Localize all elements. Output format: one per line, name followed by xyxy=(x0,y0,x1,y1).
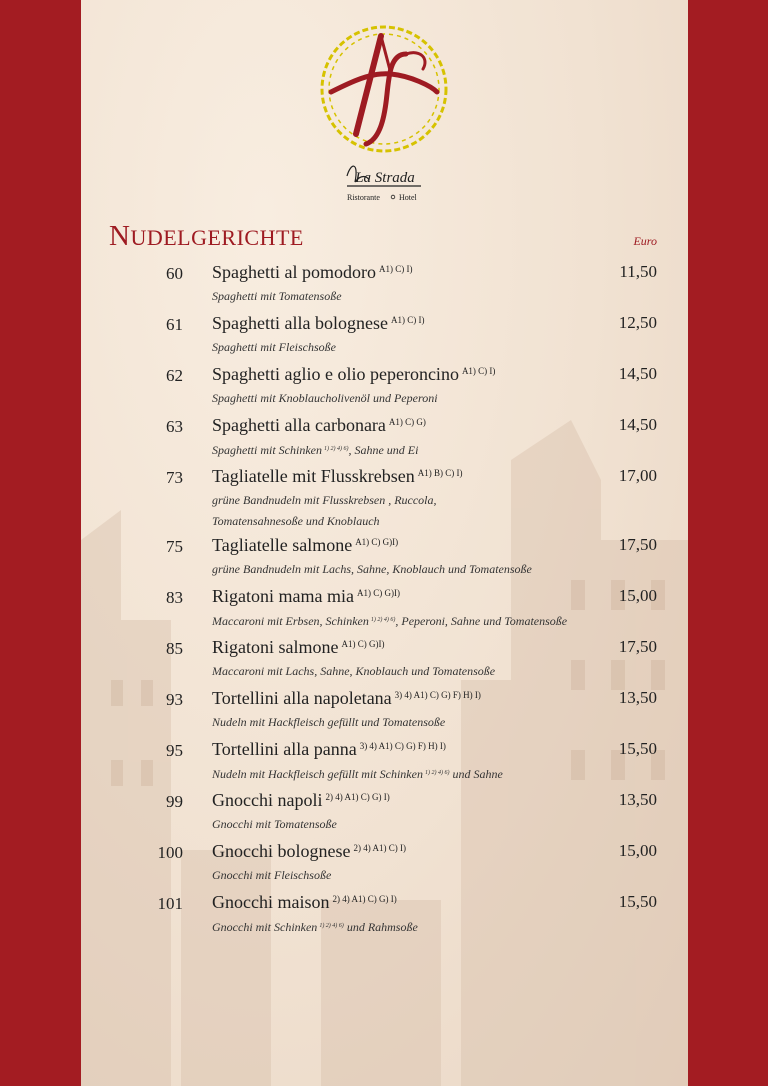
item-allergens: A1) C) G)I) xyxy=(356,588,400,598)
item-number: 99 xyxy=(166,792,183,811)
item-description: Nudeln mit Hackfleisch gefüllt mit Schinken $^{1) 2) 4) 6)}$ und Sahne xyxy=(212,767,503,781)
menu-page xyxy=(81,0,688,1086)
item-allergens: 3) 4) A1) C) G) F) H) I) xyxy=(359,741,446,751)
item-allergens: A1) C) I) xyxy=(378,264,413,274)
section-title: NUDELGERICHTE xyxy=(109,220,304,252)
item-price: 15,00 xyxy=(618,586,657,605)
item-allergens: 3) 4) A1) C) G) F) H) I) xyxy=(394,690,481,700)
item-allergens: 2) 4) A1) C) G) I) xyxy=(332,894,397,904)
item-description: grüne Bandnudeln mit Flusskrebsen , Ruccola, Tomatensahnesoße und Knoblauch xyxy=(212,493,437,528)
item-number: 101 xyxy=(157,894,183,913)
brand-signature: La Strada xyxy=(355,170,415,186)
item-price: 17,50 xyxy=(618,637,657,656)
item-allergens: A1) B) C) I) xyxy=(417,468,463,478)
item-price: 15,50 xyxy=(618,739,657,758)
item-number: 60 xyxy=(166,264,183,283)
menu-item xyxy=(81,841,688,889)
menu-item xyxy=(81,466,688,528)
item-description: Maccaroni mit Lachs, Sahne, Knoblauch und Tomatensoße xyxy=(212,664,496,678)
item-description: Spaghetti mit Tomatensoße xyxy=(212,289,342,303)
restaurant-logo xyxy=(311,14,457,214)
item-allergens: 2) 4) A1) C) I) xyxy=(353,843,406,853)
item-price: 17,00 xyxy=(618,466,657,485)
item-allergens: A1) C) G)I) xyxy=(341,639,385,649)
item-number: 61 xyxy=(166,315,183,334)
menu-item xyxy=(81,364,688,412)
menu-item xyxy=(81,892,688,940)
item-number: 63 xyxy=(166,417,183,436)
item-price: 12,50 xyxy=(618,313,657,332)
item-name: Tagliatelle mit Flusskrebsen $^{A1) B) C) I)}$ xyxy=(212,466,463,486)
item-price: 13,50 xyxy=(618,688,657,707)
item-description: Nudeln mit Hackfleisch gefüllt und Tomatensoße xyxy=(212,715,446,729)
menu-item xyxy=(81,415,688,463)
item-description: Gnocchi mit Tomatensoße xyxy=(212,817,337,831)
item-allergens: A1) C) G)I) xyxy=(355,537,399,547)
item-name: Spaghetti aglio e olio peperoncino $^{A1) C) I)}$ xyxy=(212,364,496,384)
item-price: 11,50 xyxy=(619,262,657,281)
item-number: 62 xyxy=(166,366,183,385)
item-number: 83 xyxy=(166,588,183,607)
brand-tagline-left: Ristorante xyxy=(347,193,380,202)
item-description: Spaghetti mit Fleischsoße xyxy=(212,340,336,354)
brand-tagline-right: Hotel xyxy=(399,193,417,202)
item-allergens: A1) C) I) xyxy=(461,366,496,376)
item-allergens: A1) C) I) xyxy=(390,315,425,325)
item-number: 75 xyxy=(166,537,183,556)
item-name: Gnocchi napoli $^{2) 4) A1) C) G) I)}$ xyxy=(212,790,390,810)
item-description: Gnocchi mit Fleischsoße xyxy=(212,868,332,882)
menu-item xyxy=(81,262,688,310)
item-name: Gnocchi maison $^{2) 4) A1) C) G) I)}$ xyxy=(212,892,397,912)
item-price: 14,50 xyxy=(618,415,657,434)
item-name: Spaghetti alla carbonara $^{A1) C) G)}$ xyxy=(212,415,426,435)
item-number: 93 xyxy=(166,690,183,709)
item-name: Spaghetti alla bolognese $^{A1) C) I)}$ xyxy=(212,313,425,333)
menu-item xyxy=(81,586,688,634)
item-allergens: A1) C) G) xyxy=(388,417,426,427)
item-price: 17,50 xyxy=(618,535,657,554)
item-number: 73 xyxy=(166,468,183,487)
menu-item xyxy=(81,688,688,736)
menu-item xyxy=(81,790,688,838)
item-allergens: 2) 4) A1) C) G) I) xyxy=(325,792,390,802)
item-number: 85 xyxy=(166,639,183,658)
item-name: Rigatoni salmone $^{A1) C) G)I)}$ xyxy=(212,637,385,657)
item-name: Spaghetti al pomodoro $^{A1) C) I)}$ xyxy=(212,262,413,282)
item-price: 15,50 xyxy=(618,892,657,911)
item-description: Spaghetti mit Schinken $^{1) 2) 4) 6)}$, Sahne und Ei xyxy=(212,443,419,457)
item-number: 100 xyxy=(157,843,183,862)
menu-item xyxy=(81,637,688,685)
menu-item xyxy=(81,313,688,361)
item-name: Tortellini alla napoletana $^{3) 4) A1) C) G) F) H) I)}$ xyxy=(212,688,481,708)
item-price: 15,00 xyxy=(618,841,657,860)
menu-item xyxy=(81,535,688,583)
menu-item xyxy=(81,739,688,787)
monogram-af-icon xyxy=(331,36,437,144)
item-number: 95 xyxy=(166,741,183,760)
item-description: Spaghetti mit Knoblaucholivenöl und Peperoni xyxy=(212,391,438,405)
currency-label: Euro xyxy=(633,234,657,248)
item-description: Maccaroni mit Erbsen, Schinken $^{1) 2) 4) 6)}$, Peperoni, Sahne und Tomatensoße xyxy=(212,614,568,628)
item-name: Gnocchi bolognese $^{2) 4) A1) C) I)}$ xyxy=(212,841,406,861)
item-description: Gnocchi mit Schinken $^{1) 2) 4) 6)}$ und Rahmsoße xyxy=(212,920,418,934)
item-description: grüne Bandnudeln mit Lachs, Sahne, Knoblauch und Tomatensoße xyxy=(212,562,532,576)
item-price: 14,50 xyxy=(618,364,657,383)
item-price: 13,50 xyxy=(618,790,657,809)
item-name: Tortellini alla panna $^{3) 4) A1) C) G) F) H) I)}$ xyxy=(212,739,446,759)
item-name: Tagliatelle salmone $^{A1) C) G)I)}$ xyxy=(212,535,399,555)
item-name: Rigatoni mama mia $^{A1) C) G)I)}$ xyxy=(212,586,400,606)
